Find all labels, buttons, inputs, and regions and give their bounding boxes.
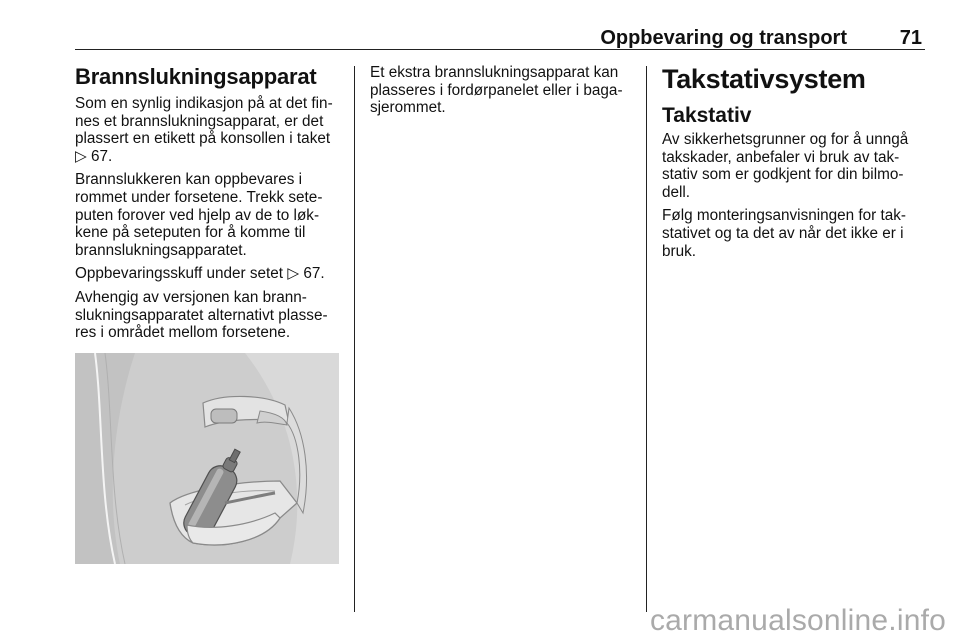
paragraph: Et ekstra brannslukningsapparat kan plasseres i fordørpanelet eller i bagasjerommet. <box>370 64 623 117</box>
paragraph: Avhengig av versjonen kan brannslukningsapparatet alternativt plasseres i området mellom forsetene. <box>75 288 328 342</box>
column-divider <box>354 66 355 612</box>
paragraph: Oppbevaringsskuff under setet ▷ 67. <box>75 265 325 283</box>
page-number: 71 <box>899 27 922 49</box>
watermark: carmanualsonline.info <box>649 604 946 637</box>
column-left <box>75 64 341 348</box>
reference-arrow-icon: ▷ <box>75 147 87 165</box>
paragraph: Som en synlig indikasjon på at det finnes et brannslukningsapparat, er det plassert en etikett på konsollen i taket ▷ 67. <box>75 95 333 165</box>
page-reference[interactable]: ▷ 67. <box>75 147 113 165</box>
reference-arrow-icon: ▷ <box>287 265 300 283</box>
column-middle <box>370 64 636 123</box>
sub-heading: Takstativ <box>662 104 752 127</box>
page-header <box>75 27 925 50</box>
paragraph: Følg monteringsanvisningen for takstativet og ta det av når det ikke er i bruk. <box>662 207 907 260</box>
fire-extinguisher-illustration <box>75 353 339 564</box>
column-right <box>662 64 926 266</box>
page-reference[interactable]: ▷ 67. <box>287 265 325 283</box>
paragraph: Av sikkerhetsgrunner og for å unngå takskader, anbefaler vi bruk av takstativ som er godkjent for din bilmodell. <box>662 131 909 201</box>
chapter-heading: Takstativsystem <box>662 64 866 94</box>
paragraph: Brannslukkeren kan oppbevares i rommet under forsetene. Trekk seteputen forover ved hjelp av de to løkkene på seteputen for å komme til brannslukningsapparatet. <box>75 171 323 259</box>
section-title: Oppbevaring og transport <box>600 27 847 49</box>
column-divider <box>646 66 647 612</box>
section-heading: Brannslukningsapparat <box>75 64 317 89</box>
